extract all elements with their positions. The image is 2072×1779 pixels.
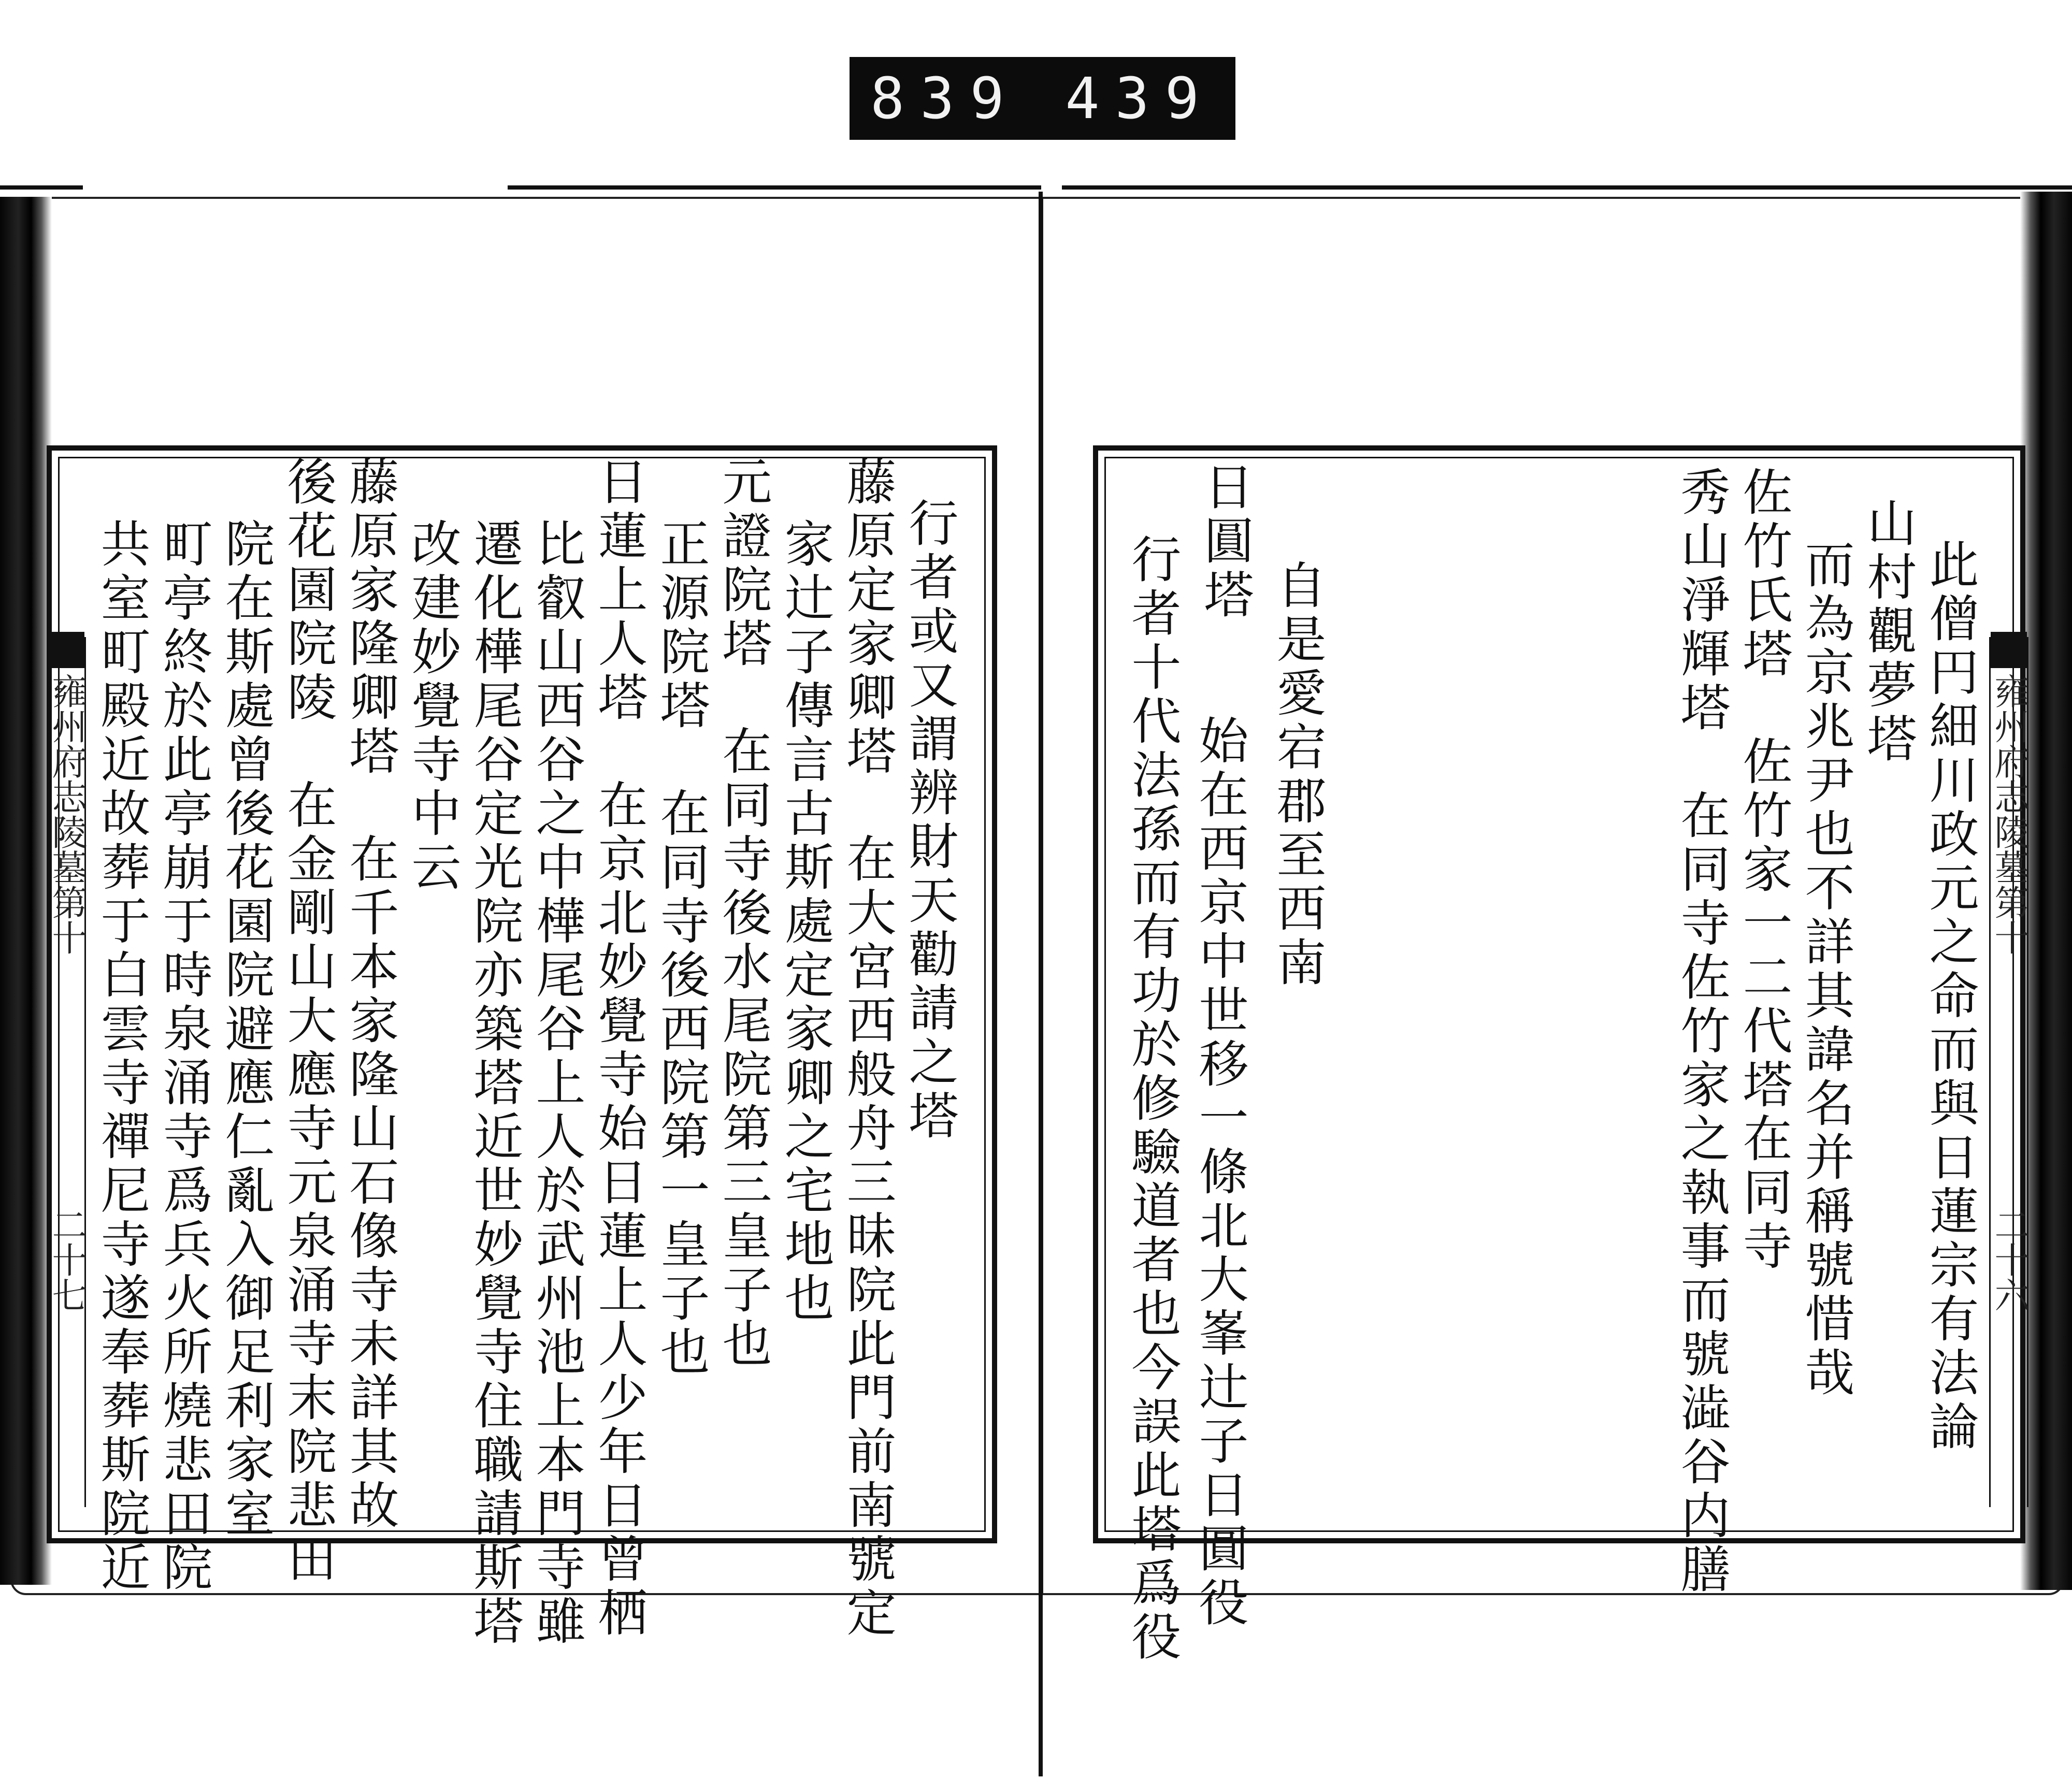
left-fold-column <box>47 637 86 1507</box>
fishtail-mark <box>1991 632 2027 668</box>
left-book-edge <box>0 197 52 1585</box>
text-column: 共室町殿近故葬于白雲寺禪尼寺遂奉葬斯院近 <box>93 518 151 1595</box>
text-column: 始在西京中世移一條北大峯辻子日圓役 <box>1191 715 1249 1630</box>
text-column: 藤原定家卿塔 在大宮西般舟三昧院此門前南號定 <box>839 456 897 1641</box>
reel-number-left: 839 <box>870 65 1020 132</box>
right-fold-page-number: 二十六 <box>1989 1207 2030 1312</box>
text-column: 後花園院陵 在金剛山大應寺元泉涌寺末院悲田 <box>279 456 337 1587</box>
top-rule-left <box>0 185 83 190</box>
text-column: 此僧円細川政元之命而與日蓮宗有法論 <box>1921 539 1979 1454</box>
text-column: 正源院塔 在同寺後西院第一皇子也 <box>652 518 710 1380</box>
text-column: 町亭終於此亭崩于時泉涌寺爲兵火所燒悲田院 <box>155 518 213 1595</box>
text-column: 元證院塔 在同寺後水尾院第三皇子也 <box>714 456 772 1371</box>
text-column: 行者十代法孫而有功於修驗道者也今誤此塔爲役 <box>1124 533 1182 1665</box>
text-column: 佐竹氏塔 佐竹家一二代塔在同寺 <box>1735 466 1793 1274</box>
text-column: 山村觀夢塔 <box>1859 497 1917 766</box>
text-column: 院在斯處曾後花園院避應仁亂入御足利家室 <box>217 518 275 1541</box>
top-rule-right <box>1062 185 2072 190</box>
text-column: 秀山淨輝塔 在同寺佐竹家之執事而號澁谷内膳 <box>1673 466 1731 1597</box>
text-column: 日蓮上人塔 在京北妙覺寺始日蓮上人少年日曾栖 <box>590 456 648 1641</box>
text-column: 家辻子傳言古斯處定家卿之宅地也 <box>776 518 834 1326</box>
left-fold-title: 雍州府志陵墓第十 <box>46 673 87 955</box>
right-fold-column <box>1989 637 2028 1507</box>
text-column: 遷化樺尾谷定光院亦築塔近世妙覺寺住職請斯塔 <box>466 518 524 1649</box>
top-rule-center <box>508 185 1041 190</box>
right-fold-title: 雍州府志陵墓第十 <box>1989 673 2030 955</box>
left-fold-page-number: 二十七 <box>46 1207 87 1312</box>
text-column: 日圓塔 <box>1196 461 1254 623</box>
text-column: 行者或又謂辨財天勸請之塔 <box>901 497 959 1144</box>
reel-number-right: 439 <box>1065 65 1215 132</box>
book-spine <box>1039 192 1043 1776</box>
text-column: 藤原家隆卿塔 在千本家隆山石像寺未詳其故 <box>341 456 399 1533</box>
text-column: 改建妙覺寺中云 <box>404 518 462 895</box>
text-column: 比叡山西谷之中樺尾谷上人於武州池上本門寺雖 <box>528 518 586 1649</box>
reel-number-label <box>850 57 1235 140</box>
fishtail-mark <box>48 632 84 668</box>
text-column: 而為京兆尹也不詳其諱名并稱號惜哉 <box>1797 539 1855 1400</box>
text-column: 自是愛宕郡至西南 <box>1269 559 1327 990</box>
